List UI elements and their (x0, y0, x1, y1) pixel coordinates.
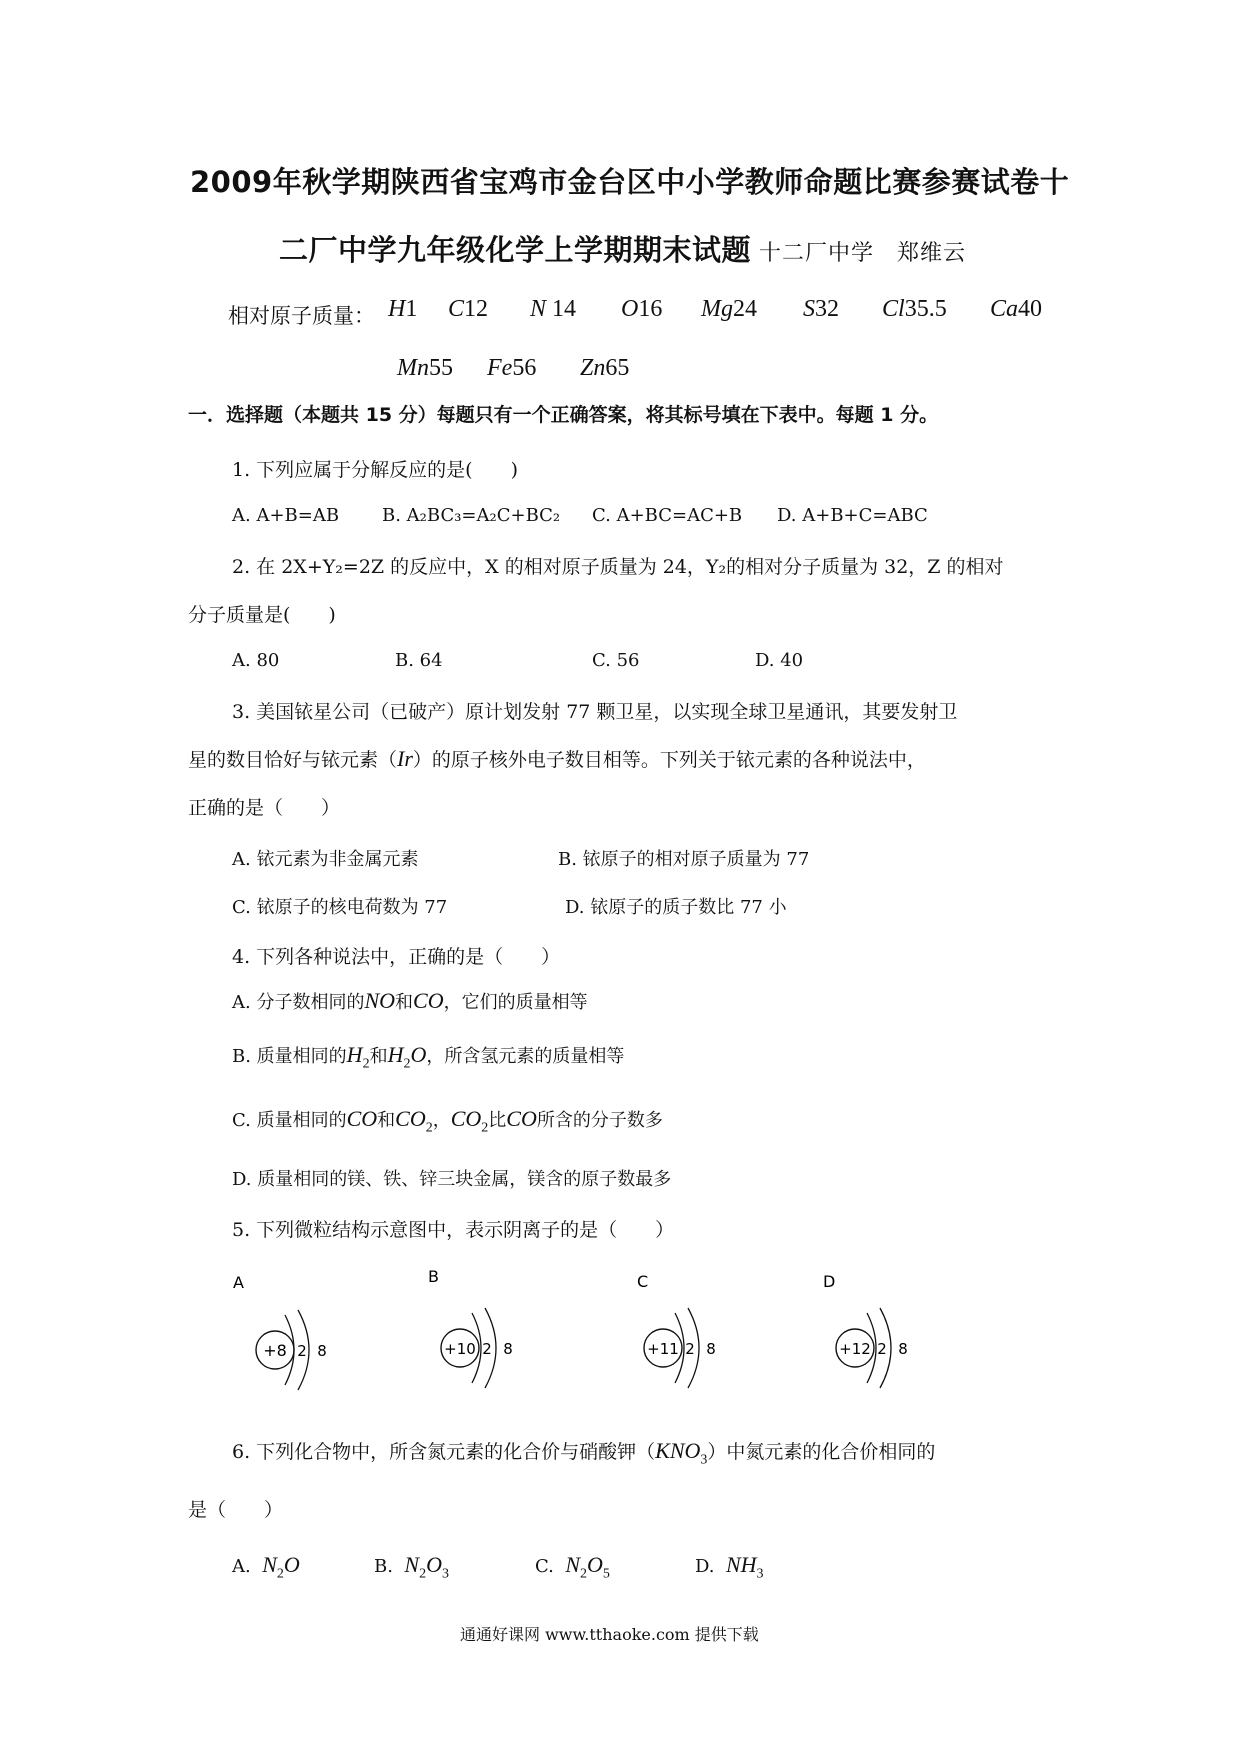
mass-h: H1 (388, 296, 418, 322)
shell-2-electrons: 8 (503, 1340, 513, 1358)
kno3-formula: $KNO_3$ (655, 1438, 708, 1468)
mass-zn: Zn65 (580, 355, 630, 381)
q3-stem-line-2: 星的数目恰好与铱元素（Ir）的原子核外电子数目相等。下列关于铱元素的各种说法中， (188, 746, 926, 771)
mass-ca: Ca40 (990, 296, 1043, 322)
shell-1-electrons: 2 (685, 1340, 695, 1358)
shell-1-electrons: 2 (877, 1340, 887, 1358)
atom-diagram-b (420, 1260, 550, 1410)
atom-diagram-a (225, 1265, 355, 1415)
nucleus-charge: +11 (647, 1340, 679, 1358)
diagram-letter: D (823, 1272, 836, 1291)
q4-stem: 4. 下列各种说法中，正确的是（ ） (232, 946, 561, 968)
q2-option-d: D. 40 (755, 650, 804, 671)
q3-stem-line-3: 正确的是（ ） (188, 797, 341, 819)
q4-option-a: A. 分子数相同的NO和CO，它们的质量相等 (232, 988, 588, 1013)
q6-option-b: B. $N_2O_3$ (374, 1552, 449, 1582)
atom-diagram-d (815, 1265, 945, 1415)
section-heading: 一．选择题（本题共 15 分）每题只有一个正确答案，将其标号填在下表中。每题 1 分。 (188, 404, 939, 426)
diagram-letter: C (637, 1272, 649, 1291)
nucleus-charge: +10 (444, 1340, 476, 1358)
q1-option-d: D. A+B+C=ABC (777, 505, 928, 526)
title-line-2-row (279, 228, 966, 269)
q3-stem-line-1: 3. 美国铱星公司（已破产）原计划发射 77 颗卫星，以实现全球卫星通讯，其要发射卫 (232, 701, 958, 723)
mass-o: O16 (621, 296, 663, 322)
q4-option-b: B. 质量相同的$H_2$和$H_2O$，所含氢元素的质量相等 (232, 1042, 625, 1072)
q1-option-b: B. A₂BC₃=A₂C+BC₂ (382, 505, 561, 526)
q3-option-b: B. 铱原子的相对原子质量为 77 (558, 849, 810, 870)
mass-cl: Cl35.5 (882, 296, 947, 322)
nucleus-charge: +12 (839, 1340, 871, 1358)
q2-stem-line-1: 2. 在 2X+Y₂=2Z 的反应中，X 的相对原子质量为 24，Y₂的相对分子质量为 32，Z 的相对 (232, 556, 1004, 578)
q1-option-c: C. A+BC=AC+B (592, 505, 743, 526)
q6-option-c: C. $N_2O_5$ (535, 1552, 610, 1582)
q2-option-a: A. 80 (232, 650, 280, 671)
q6-option-d: D. $NH_3$ (695, 1552, 764, 1582)
q5-stem: 5. 下列微粒结构示意图中，表示阴离子的是（ ） (232, 1219, 675, 1241)
q6-option-a: A. $N_2O$ (232, 1552, 300, 1582)
q3-option-c: C. 铱原子的核电荷数为 77 (232, 897, 448, 918)
q3-option-d: D. 铱原子的质子数比 77 小 (565, 897, 787, 918)
q2-option-b: B. 64 (395, 650, 443, 671)
title-line-2: 二厂中学九年级化学上学期期末试题 (279, 233, 752, 267)
mass-mg: Mg24 (701, 296, 757, 322)
shell-1-electrons: 2 (297, 1342, 307, 1360)
shell-2-electrons: 8 (317, 1342, 327, 1360)
shell-2-electrons: 8 (898, 1340, 908, 1358)
iridium-symbol: Ir (397, 746, 413, 771)
mass-n: N 14 (530, 296, 577, 322)
footer-text: 通通好课网 www.tthaoke.com 提供下载 (460, 1625, 759, 1644)
q6-stem-line-2: 是（ ） (188, 1499, 284, 1521)
atomic-mass-label: 相对原子质量： (228, 304, 375, 328)
q6-stem-line-1: 6. 下列化合物中，所含氮元素的化合价与硝酸钾$(KNO_3)$中氮元素的化合价相同的 (232, 1438, 936, 1468)
mass-fe: Fe56 (487, 355, 537, 381)
nucleus-charge: +8 (263, 1341, 287, 1360)
mass-c: C12 (448, 296, 489, 322)
author-text: 十二厂中学 郑维云 (759, 241, 967, 266)
atom-diagram-c (625, 1265, 755, 1415)
q2-option-c: C. 56 (592, 650, 640, 671)
mass-s: S32 (803, 296, 839, 322)
q4-option-c: C. 质量相同的CO和$CO_2$，$CO_2$比CO所含的分子数多 (232, 1106, 663, 1136)
q3-option-a: A. 铱元素为非金属元素 (232, 849, 419, 870)
q2-stem-line-2: 分子质量是( ) (188, 604, 336, 626)
q4-option-d: D. 质量相同的镁、铁、锌三块金属，镁含的原子数最多 (232, 1169, 672, 1190)
shell-1-electrons: 2 (482, 1340, 492, 1358)
diagram-letter: B (428, 1267, 439, 1286)
mass-mn: Mn55 (397, 355, 453, 381)
shell-2-electrons: 8 (706, 1340, 716, 1358)
q1-option-a: A. A+B=AB (232, 505, 340, 526)
title-line-1: 2009年秋学期陕西省宝鸡市金台区中小学教师命题比赛参赛试卷十 (190, 165, 1070, 199)
diagram-letter: A (233, 1273, 244, 1292)
q1-stem: 1. 下列应属于分解反应的是( ) (232, 459, 518, 481)
